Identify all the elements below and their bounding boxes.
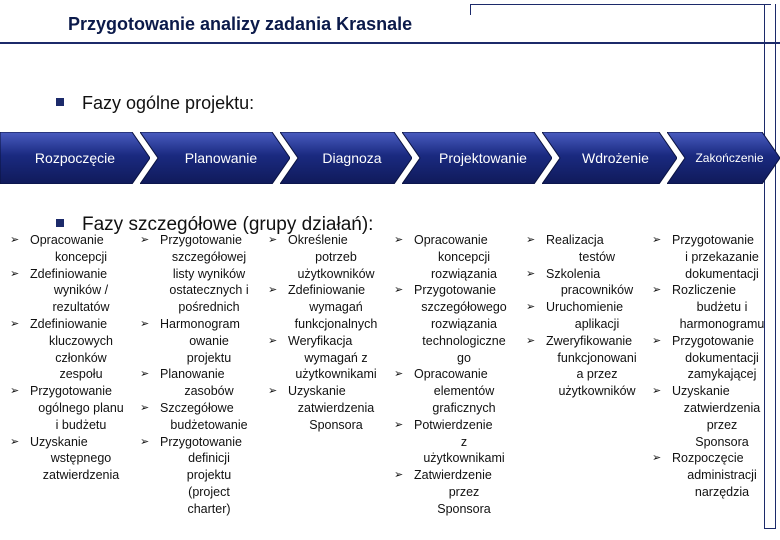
activity-text: ogólnego planu	[38, 400, 124, 415]
bullet-general-text: Fazy ogólne projektu:	[82, 93, 255, 113]
arrow-bullet-icon: ➢	[652, 452, 662, 465]
activity-text: budżetu i	[696, 300, 748, 315]
phase-label: Zakończenie	[695, 151, 764, 165]
arrow-bullet-icon: ➢	[526, 301, 536, 314]
arrow-bullet-icon: ➢	[652, 334, 662, 347]
activity-text: Sponsora	[437, 501, 491, 516]
activity-text: technologiczne	[422, 333, 506, 348]
slide-title: Przygotowanie analizy zadania Krasnale	[68, 14, 413, 34]
activity-text: Szczegółowe	[160, 400, 234, 415]
activity-item	[140, 316, 264, 366]
title-divider	[0, 42, 780, 44]
phase-activities-column	[526, 232, 654, 400]
activity-text: wyników /	[53, 283, 109, 298]
arrow-bullet-icon: ➢	[10, 385, 20, 398]
activity-item	[394, 232, 520, 282]
activity-text: Opracowanie	[414, 367, 488, 382]
activity-item	[526, 266, 654, 300]
activity-item	[652, 383, 778, 450]
arrow-bullet-icon: ➢	[394, 418, 404, 431]
activity-text: budżetowanie	[170, 417, 248, 432]
frame-bottom-decoration	[764, 528, 776, 529]
activity-text: ostatecznych i	[169, 283, 249, 298]
activity-text: Sponsora	[309, 417, 363, 432]
activity-text: Rozpoczęcie	[672, 451, 744, 466]
phase-activities-column	[652, 232, 778, 501]
activity-text: użytkowników	[297, 266, 375, 281]
activity-item	[652, 232, 778, 282]
arrow-bullet-icon: ➢	[10, 267, 20, 280]
activity-text: zespołu	[59, 367, 103, 382]
activity-text: zamykającej	[687, 367, 757, 382]
activity-item	[10, 383, 138, 433]
activity-text: narzędzia	[694, 484, 750, 499]
activity-text: użytkowników	[558, 384, 636, 399]
arrow-bullet-icon: ➢	[140, 234, 150, 246]
bullet-general-phases	[56, 93, 254, 114]
arrow-bullet-icon: ➢	[652, 234, 662, 246]
arrow-bullet-icon: ➢	[140, 368, 150, 381]
phase-activities-column	[268, 232, 390, 434]
phase-label: Planowanie	[184, 150, 258, 166]
arrow-bullet-icon: ➢	[10, 435, 20, 448]
activity-text: Opracowanie	[30, 233, 104, 247]
activity-text: szczegółowej	[171, 249, 247, 264]
activity-item	[526, 299, 654, 333]
activity-item	[140, 232, 264, 316]
activity-text: kluczowych	[49, 333, 113, 348]
arrow-bullet-icon: ➢	[268, 385, 278, 398]
activity-text: koncepcji	[437, 249, 491, 264]
activity-text: elementów	[433, 384, 495, 399]
bullet-square-icon	[56, 219, 64, 227]
activity-text: przez	[448, 484, 480, 499]
activity-text: Harmonogram	[160, 316, 240, 331]
activity-text: rezultatów	[52, 300, 110, 315]
activity-item	[268, 282, 390, 332]
activity-item	[526, 232, 654, 266]
activity-item	[394, 282, 520, 366]
activity-item	[394, 366, 520, 416]
arrow-bullet-icon: ➢	[526, 334, 536, 347]
activity-item	[526, 333, 654, 400]
activity-text: Sponsora	[695, 434, 749, 449]
phase-chevron	[0, 132, 150, 184]
activity-text: definicji	[188, 451, 230, 466]
activity-text: Zdefiniowanie	[30, 316, 108, 331]
frame-top-decoration	[470, 4, 771, 15]
activity-text: Uzyskanie	[288, 384, 346, 399]
activity-item	[268, 333, 390, 383]
phase-chevron	[140, 132, 290, 184]
activity-item	[140, 366, 264, 400]
arrow-bullet-icon: ➢	[140, 317, 150, 330]
activity-text: Uzyskanie	[672, 384, 730, 399]
activity-text: użytkownikami	[295, 367, 377, 382]
arrow-bullet-icon: ➢	[394, 469, 404, 482]
activity-text: Potwierdzenie	[414, 417, 493, 432]
arrow-bullet-icon: ➢	[526, 234, 536, 246]
activity-text: pracowników	[560, 283, 634, 298]
activity-text: Przygotowanie	[672, 233, 754, 247]
activity-text: z	[460, 434, 468, 449]
activity-text: a przez	[576, 367, 618, 382]
activity-text: Realizacja	[546, 233, 604, 247]
phase-chevron-row	[0, 132, 780, 184]
phase-activities-column	[140, 232, 264, 518]
activity-text: charter)	[187, 501, 231, 516]
arrow-bullet-icon: ➢	[268, 284, 278, 297]
activity-text: Zweryfikowanie	[546, 333, 633, 348]
phase-chevron	[280, 132, 412, 184]
activity-item	[652, 450, 778, 500]
activity-item	[10, 316, 138, 383]
activity-text: projektu	[186, 468, 232, 483]
activity-text: zatwierdzenia	[683, 400, 761, 415]
arrow-bullet-icon: ➢	[394, 368, 404, 381]
phase-label: Wdrożenie	[582, 150, 649, 166]
activity-item	[10, 266, 138, 316]
activity-text: testów	[578, 249, 616, 264]
arrow-bullet-icon: ➢	[140, 435, 150, 448]
activity-text: listy wyników	[172, 266, 246, 281]
activity-text: rozwiązania	[430, 316, 497, 331]
phase-activities-column	[10, 232, 138, 484]
activity-text: (project	[188, 484, 230, 499]
activity-text: Opracowanie	[414, 233, 488, 247]
phase-label: Projektowanie	[439, 150, 527, 166]
activity-text: i budżetu	[55, 417, 107, 432]
arrow-bullet-icon: ➢	[394, 284, 404, 297]
activity-text: potrzeb	[315, 249, 357, 264]
activity-item	[268, 232, 390, 282]
activity-text: dokumentacji	[685, 266, 759, 281]
activity-item	[652, 282, 778, 332]
activity-text: pośrednich	[178, 300, 240, 315]
arrow-bullet-icon: ➢	[268, 234, 278, 246]
activity-text: i przekazanie	[685, 249, 759, 264]
arrow-bullet-icon: ➢	[652, 284, 662, 297]
activity-text: Uzyskanie	[30, 434, 88, 449]
arrow-bullet-icon: ➢	[268, 334, 278, 347]
activity-text: projektu	[186, 350, 232, 365]
activity-text: Przygotowanie	[672, 333, 754, 348]
activity-item	[140, 400, 264, 434]
bullet-square-icon	[56, 98, 64, 106]
activity-text: Przygotowanie	[30, 384, 112, 399]
activity-text: Zdefiniowanie	[288, 283, 366, 298]
arrow-bullet-icon: ➢	[394, 234, 404, 246]
activity-text: funkcjonowani	[557, 350, 637, 365]
activity-item	[140, 434, 264, 518]
activity-item	[10, 434, 138, 484]
activity-text: wymagań z	[304, 350, 368, 365]
activity-text: rozwiązania	[430, 266, 497, 281]
activity-text: dokumentacji	[685, 350, 759, 365]
activity-text: Przygotowanie	[160, 233, 242, 247]
phase-activities-column	[394, 232, 520, 518]
activity-text: wymagań	[309, 300, 363, 315]
phase-label: Rozpoczęcie	[34, 150, 116, 166]
activity-text: Przygotowanie	[160, 434, 242, 449]
activity-text: szczegółowego	[421, 300, 507, 315]
activity-text: Weryfikacja	[288, 333, 353, 348]
arrow-bullet-icon: ➢	[10, 234, 20, 246]
phase-label: Diagnoza	[322, 150, 382, 166]
activity-text: go	[457, 350, 471, 365]
activity-text: zatwierdzenia	[297, 400, 375, 415]
activity-text: Przygotowanie	[414, 283, 496, 298]
activity-text: Określenie	[288, 233, 348, 247]
activity-text: wstępnego	[50, 451, 112, 466]
activity-text: administracji	[687, 468, 757, 483]
activity-text: harmonogramu	[679, 316, 765, 331]
activity-text: Planowanie	[160, 367, 225, 382]
phase-chevron	[402, 132, 552, 184]
phase-chevron	[542, 132, 677, 184]
activity-text: użytkownikami	[423, 451, 505, 466]
activity-text: funkcjonalnych	[294, 316, 378, 331]
activity-text: owanie	[189, 333, 229, 348]
activity-text: graficznych	[432, 400, 496, 415]
activity-text: przez	[706, 417, 738, 432]
arrow-bullet-icon: ➢	[10, 317, 20, 330]
activity-text: koncepcji	[54, 249, 108, 264]
arrow-bullet-icon: ➢	[140, 401, 150, 414]
activity-text: Rozliczenie	[672, 283, 736, 298]
arrow-bullet-icon: ➢	[526, 267, 536, 280]
activity-text: Zdefiniowanie	[30, 266, 108, 281]
phase-chevron	[667, 132, 780, 184]
activity-text: Uruchomienie	[546, 300, 624, 315]
activity-text: członków	[55, 350, 107, 365]
bullet-detailed-text: Fazy szczegółowe (grupy działań):	[82, 214, 374, 235]
activity-text: zasobów	[184, 384, 234, 399]
activity-text: zatwierdzenia	[42, 468, 120, 483]
arrow-bullet-icon: ➢	[652, 385, 662, 398]
activity-text: Szkolenia	[546, 266, 601, 281]
activity-item	[394, 467, 520, 517]
activity-text: aplikacji	[574, 316, 620, 331]
activity-text: Zatwierdzenie	[414, 468, 492, 483]
activity-item	[652, 333, 778, 383]
activity-item	[268, 383, 390, 433]
activity-item	[394, 417, 520, 467]
activity-item	[10, 232, 138, 266]
